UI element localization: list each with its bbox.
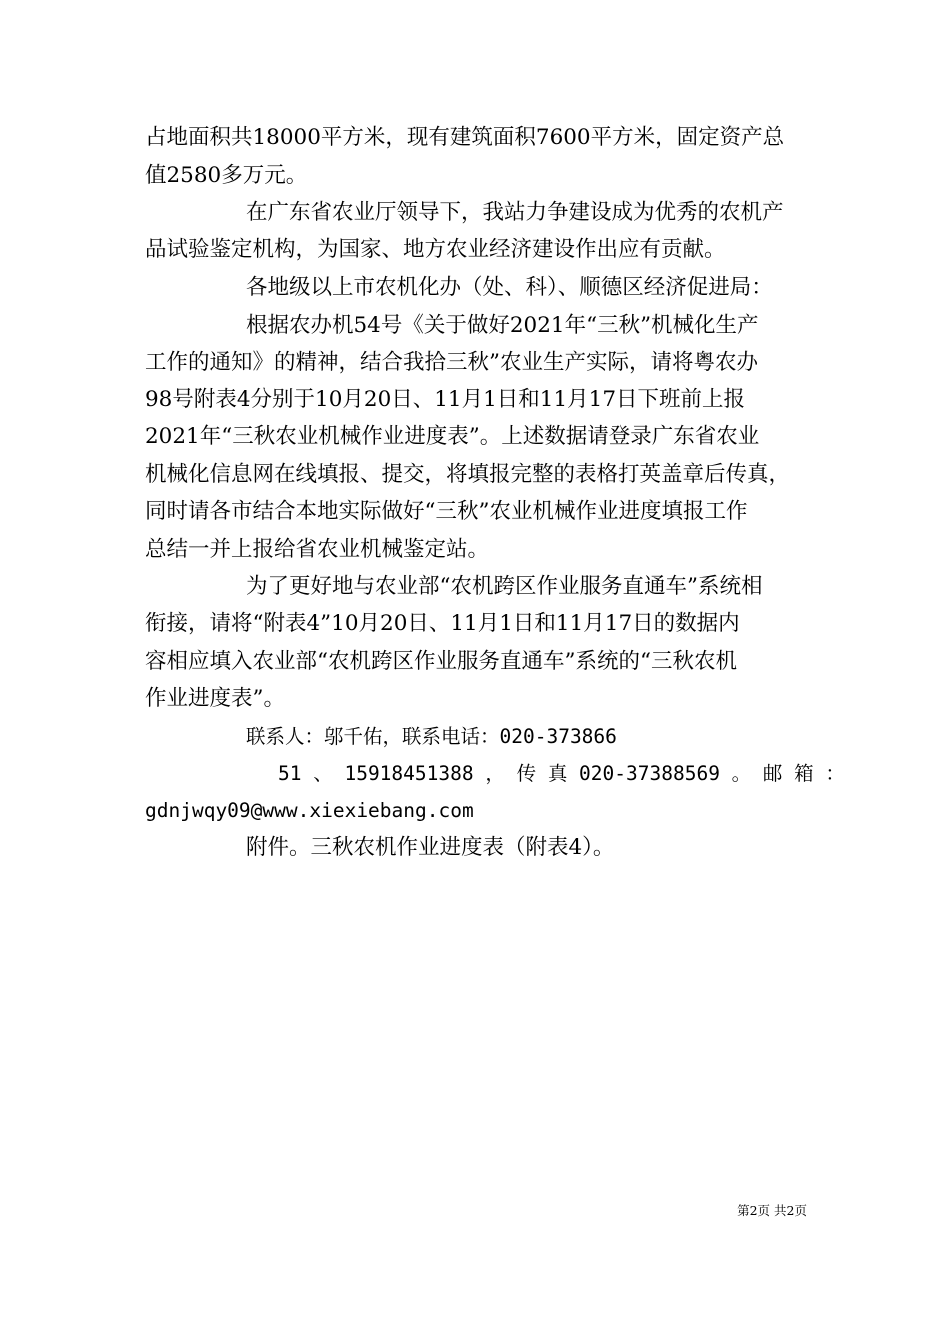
attachment-line: 附件。三秋农机作业进度表（附表4）。: [246, 835, 615, 860]
contact-email-line: gdnjwqy09@www.xiexiebang.com: [145, 799, 474, 822]
paragraph-line-4: 品试验鉴定机构，为国家、地方农业经济建设作出应有贡献。: [145, 237, 726, 262]
paragraph-line-10: 机械化信息网在线填报、提交，将填报完整的表格打英盖章后传真，: [145, 462, 791, 487]
paragraph-line-2: 值2580多万元。: [145, 163, 308, 188]
paragraph-line-16: 作业进度表”。: [145, 686, 285, 711]
paragraph-line-13: 为了更好地与农业部“农机跨区作业服务直通车”系统相: [246, 574, 763, 599]
paragraph-line-11: 同时请各市结合本地实际做好“三秋”农业机械作业进度填报工作: [145, 499, 748, 524]
paragraph-line-7: 工作的通知》的精神，结合我拾三秋”农业生产实际，请将粤农办: [145, 350, 758, 375]
paragraph-line-15: 容相应填入农业部“农机跨区作业服务直通车”系统的“三秋农机: [145, 649, 737, 674]
paragraph-line-12: 总结一并上报给省农业机械鉴定站。: [145, 537, 490, 562]
page-number-footer: 第2页 共2页: [737, 1203, 807, 1218]
paragraph-line-6: 根据农办机54号《关于做好2021年“三秋”机械化生产: [246, 313, 759, 338]
paragraph-line-9: 2021年“三秋农业机械作业进度表”。上述数据请登录广东省农业: [145, 424, 760, 449]
contact-line: 联系人：邬千佑，联系电话：020-373866: [246, 725, 617, 748]
paragraph-line-3: 在广东省农业厅领导下，我站力争建设成为优秀的农机产: [246, 200, 784, 225]
paragraph-line-14: 衔接，请将“附表4”10月20日、11月1日和11月17日的数据内: [145, 611, 740, 636]
paragraph-line-1: 占地面积共18000平方米，现有建筑面积7600平方米，固定资产总: [145, 125, 785, 150]
contact-phone-fax-line: 51 、 15918451388 ， 传 真 020-37388569 。 邮 箱 ：: [278, 762, 845, 785]
paragraph-line-8: 98号附表4分别于10月20日、11月1日和11月17日下班前上报: [145, 387, 746, 412]
addressee-line: 各地级以上市农机化办（处、科）、顺德区经济促进局：: [246, 275, 773, 300]
